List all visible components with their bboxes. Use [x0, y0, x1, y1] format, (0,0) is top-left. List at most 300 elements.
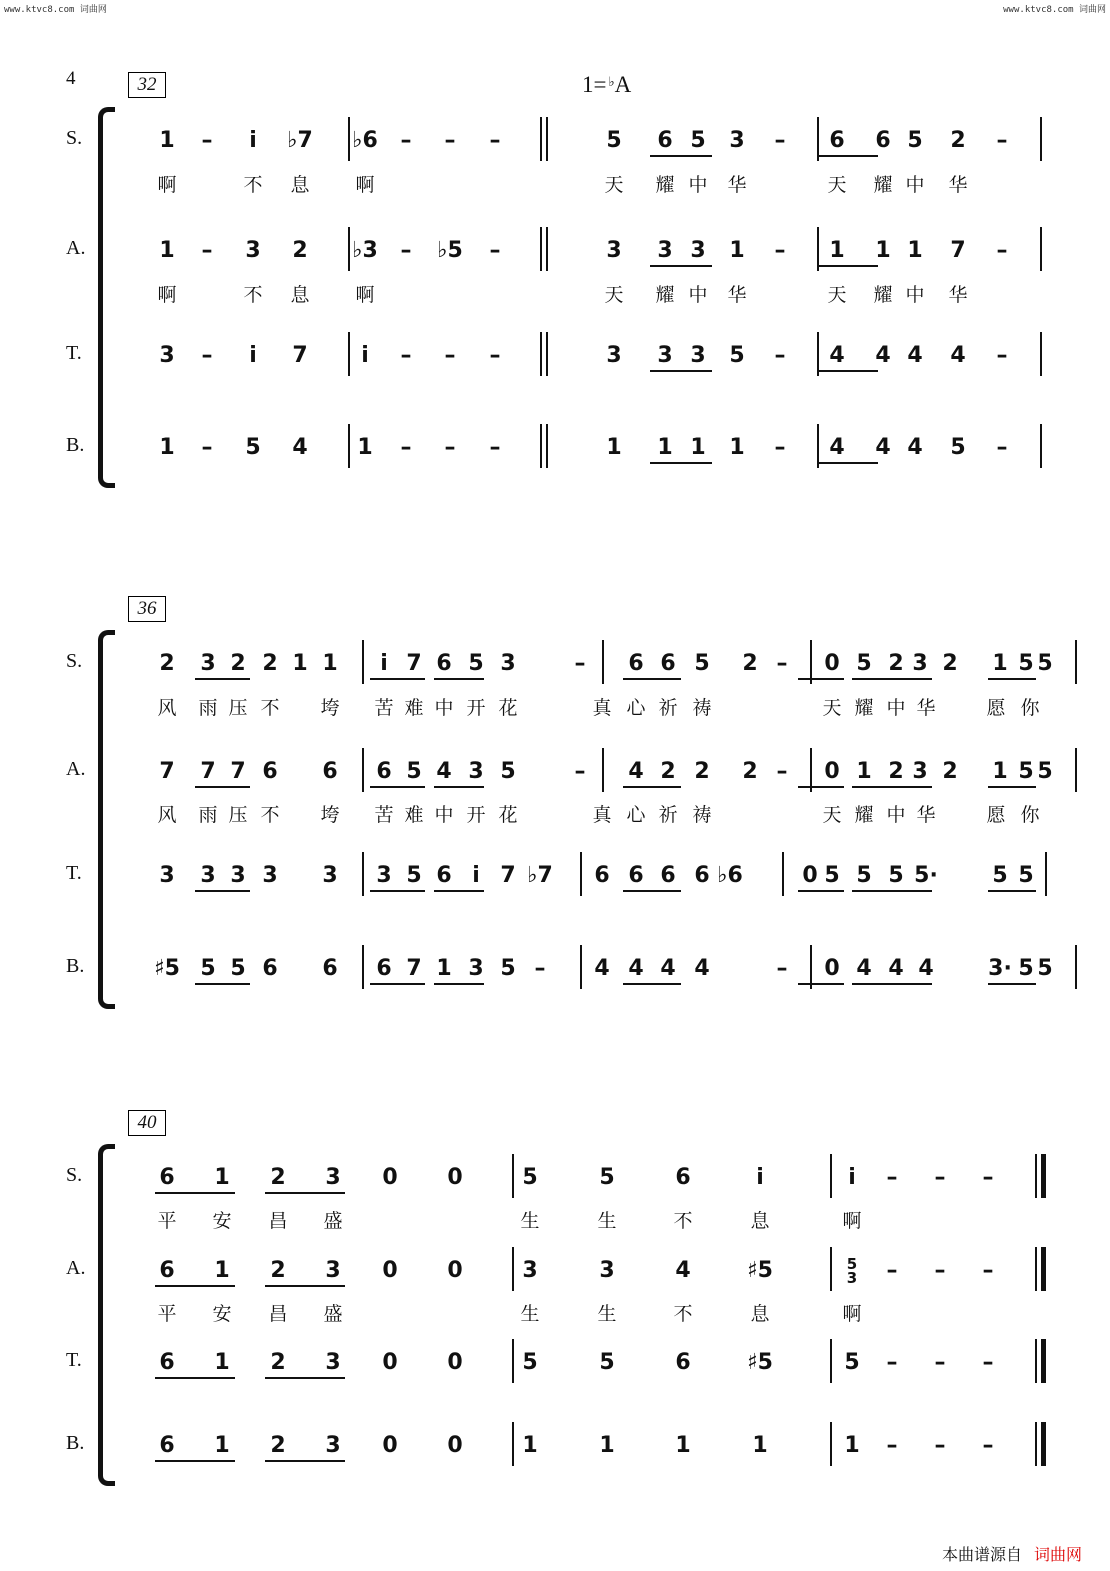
beam-underline: [623, 786, 681, 788]
note: 6: [875, 128, 891, 153]
system-brace: [98, 630, 115, 1009]
note: 3: [325, 1350, 341, 1375]
note: 3: [230, 863, 246, 888]
note: 6: [159, 1165, 175, 1190]
voice-label-b: B.: [66, 955, 85, 977]
beam-underline: [988, 678, 1036, 680]
note: 2: [270, 1433, 286, 1458]
beam-underline: [370, 983, 425, 985]
note: 5: [606, 128, 622, 153]
note: 0: [447, 1433, 463, 1458]
note: 6: [436, 863, 452, 888]
beam-underline: [623, 983, 681, 985]
note: 2: [888, 651, 904, 676]
note: 1: [214, 1433, 230, 1458]
lyric-char: 华: [916, 804, 936, 826]
note: 2: [270, 1350, 286, 1375]
double-barline: [1041, 1154, 1046, 1198]
note: ♭5: [437, 238, 463, 263]
beam-underline: [798, 890, 844, 892]
lyric-char: 华: [727, 284, 747, 306]
voice-label-s: S.: [66, 650, 83, 672]
beam-underline: [988, 890, 1036, 892]
note: 2: [888, 759, 904, 784]
voice-label-t: T.: [66, 342, 82, 364]
note: i: [380, 651, 388, 676]
lyric-char: 你: [1020, 697, 1040, 719]
double-barline: [540, 424, 542, 468]
lyric-char: 啊: [842, 1210, 862, 1232]
double-barline: [1035, 1339, 1037, 1383]
beam-underline: [852, 678, 932, 680]
barline: [782, 852, 784, 896]
beam-underline: [818, 265, 878, 267]
note: 4: [907, 435, 923, 460]
lyric-char: 不: [260, 804, 280, 826]
lyric-char: 祷: [692, 697, 712, 719]
note: 7: [230, 759, 246, 784]
note: 5: [1018, 863, 1034, 888]
note: ♯5: [747, 1350, 773, 1375]
note: –: [982, 1433, 994, 1458]
barline: [580, 945, 582, 989]
lyric-char: 祈: [658, 804, 678, 826]
note: –: [886, 1350, 898, 1375]
note: 2: [292, 238, 308, 263]
note: 5: [1037, 956, 1053, 981]
note: ♭3: [352, 238, 378, 263]
note: 4: [875, 343, 891, 368]
note: 7: [406, 651, 422, 676]
note-row-a: [150, 235, 1045, 267]
note: 4: [594, 956, 610, 981]
note: 7: [200, 759, 216, 784]
measure-number: 32: [128, 72, 166, 98]
lyric-char: 啊: [157, 284, 177, 306]
note: –: [982, 1165, 994, 1190]
note: 1: [992, 651, 1008, 676]
barline: [362, 945, 364, 989]
lyric-char: 息: [290, 174, 310, 196]
note: –: [574, 651, 586, 676]
note: 5: [856, 863, 872, 888]
note: 7: [950, 238, 966, 263]
note: –: [444, 343, 456, 368]
note: 5: [200, 956, 216, 981]
note: –: [996, 435, 1008, 460]
note: 1: [159, 128, 175, 153]
lyric-char: 雨: [198, 697, 218, 719]
lyric-char: 中: [434, 804, 454, 826]
note: 4: [829, 435, 845, 460]
lyric-char: 平: [157, 1210, 177, 1232]
note: 4: [875, 435, 891, 460]
lyric-char: 苦: [374, 804, 394, 826]
lyric-char: 生: [520, 1303, 540, 1325]
note: 5: [406, 863, 422, 888]
beam-underline: [155, 1377, 235, 1379]
lyric-char: 平: [157, 1303, 177, 1325]
system-brace: [98, 1144, 115, 1486]
note: 2: [942, 759, 958, 784]
lyric-char: 花: [498, 697, 518, 719]
lyric-char: 开: [466, 804, 486, 826]
note: 2: [742, 759, 758, 784]
note: 0: [802, 863, 818, 888]
barline: [602, 640, 604, 684]
voice-label-s: S.: [66, 127, 83, 149]
note: ♯5: [747, 1258, 773, 1283]
note: 6: [694, 863, 710, 888]
double-barline: [546, 117, 548, 161]
voice-label-a: A.: [66, 758, 86, 780]
lyric-char: 生: [597, 1210, 617, 1232]
note: –: [934, 1433, 946, 1458]
note: 6: [159, 1433, 175, 1458]
note: 0: [382, 1350, 398, 1375]
note: 3: [657, 238, 673, 263]
note: –: [201, 128, 213, 153]
note: 1: [752, 1433, 768, 1458]
lyric-char: 你: [1020, 804, 1040, 826]
note: i: [848, 1165, 856, 1190]
note: i: [249, 343, 257, 368]
note: –: [201, 435, 213, 460]
note: 6: [675, 1165, 691, 1190]
note: 2: [270, 1258, 286, 1283]
note: 5 3: [846, 1255, 858, 1287]
lyric-char: 压: [228, 697, 248, 719]
note-row-b: [150, 432, 1045, 464]
lyric-char: 昌: [268, 1303, 288, 1325]
note: –: [774, 343, 786, 368]
note: –: [996, 128, 1008, 153]
lyric-char: 愿: [986, 804, 1006, 826]
note: 1: [675, 1433, 691, 1458]
note: 5: [1037, 651, 1053, 676]
note: 6: [436, 651, 452, 676]
note: 5: [694, 651, 710, 676]
note-row-s: [150, 1162, 1045, 1194]
note: 1: [907, 238, 923, 263]
note: ♭7: [287, 128, 313, 153]
note: –: [886, 1258, 898, 1283]
note-row-t: [150, 1347, 1045, 1379]
barline: [512, 1422, 514, 1466]
note: 3·: [988, 956, 1012, 981]
double-barline: [1035, 1247, 1037, 1291]
note: 6: [376, 956, 392, 981]
barline: [1075, 748, 1077, 792]
note: 0: [824, 759, 840, 784]
lyric-char: 中: [688, 174, 708, 196]
note-row-t: [150, 340, 1045, 372]
note: 5: [907, 128, 923, 153]
note: i: [249, 128, 257, 153]
note: 3: [912, 651, 928, 676]
page-number: 4: [66, 68, 76, 89]
note: 4: [694, 956, 710, 981]
lyric-char: 心: [626, 804, 646, 826]
lyric-char: 息: [750, 1210, 770, 1232]
lyric-char: 安: [212, 1303, 232, 1325]
note: –: [934, 1258, 946, 1283]
note: 6: [159, 1350, 175, 1375]
note: 4: [888, 956, 904, 981]
lyric-char: 耀: [873, 284, 893, 306]
lyric-char: 息: [750, 1303, 770, 1325]
beam-underline: [650, 462, 712, 464]
note: 5: [992, 863, 1008, 888]
note: 0: [382, 1165, 398, 1190]
note: –: [489, 435, 501, 460]
barline: [348, 332, 350, 376]
note: 5: [1037, 759, 1053, 784]
note: 5: [888, 863, 904, 888]
barline: [1045, 852, 1047, 896]
lyric-row-s: [150, 1206, 1045, 1236]
note: –: [400, 238, 412, 263]
note: 1: [856, 759, 872, 784]
beam-underline: [818, 155, 878, 157]
beam-underline: [434, 786, 484, 788]
lyric-char: 中: [905, 284, 925, 306]
note: 6: [594, 863, 610, 888]
note: 2: [270, 1165, 286, 1190]
note: 5: [950, 435, 966, 460]
note: 0: [382, 1258, 398, 1283]
note: 3: [690, 238, 706, 263]
beam-underline: [155, 1460, 235, 1462]
lyric-char: 不: [673, 1210, 693, 1232]
barline: [362, 748, 364, 792]
lyric-row-s: [150, 693, 1045, 723]
note: –: [774, 435, 786, 460]
double-barline: [546, 424, 548, 468]
note: –: [201, 238, 213, 263]
note-row-b: [150, 953, 1053, 985]
voice-label-s: S.: [66, 1164, 83, 1186]
note: 3: [657, 343, 673, 368]
lyric-char: 难: [404, 697, 424, 719]
note: 1: [214, 1258, 230, 1283]
beam-underline: [195, 890, 250, 892]
note: 3: [159, 343, 175, 368]
lyric-char: 开: [466, 697, 486, 719]
note: –: [489, 238, 501, 263]
note: 6: [675, 1350, 691, 1375]
note: 5: [1018, 651, 1034, 676]
lyric-char: 苦: [374, 697, 394, 719]
note: 5: [468, 651, 484, 676]
note: 6: [657, 128, 673, 153]
lyric-row-s: [150, 170, 1045, 200]
note: 4: [628, 759, 644, 784]
lyric-char: 雨: [198, 804, 218, 826]
note: 1: [844, 1433, 860, 1458]
note-row-b: [150, 1430, 1045, 1462]
lyric-char: 生: [520, 1210, 540, 1232]
note: 1: [159, 238, 175, 263]
note: 7: [406, 956, 422, 981]
note: –: [982, 1258, 994, 1283]
note: –: [534, 956, 546, 981]
lyric-char: 啊: [355, 174, 375, 196]
lyric-char: 华: [916, 697, 936, 719]
note: 4: [918, 956, 934, 981]
note: –: [776, 956, 788, 981]
lyric-char: 垮: [320, 804, 340, 826]
double-barline: [540, 117, 542, 161]
note: –: [996, 238, 1008, 263]
note-row-a: [150, 756, 1053, 788]
beam-underline: [434, 983, 484, 985]
lyric-char: 耀: [854, 697, 874, 719]
note: 5: [500, 759, 516, 784]
site-url-left: www.ktvc8.com 词曲网: [4, 5, 107, 15]
note: 2: [230, 651, 246, 676]
note: 3: [606, 343, 622, 368]
note: 1: [992, 759, 1008, 784]
note: 5: [729, 343, 745, 368]
lyric-char: 花: [498, 804, 518, 826]
lyric-char: 祈: [658, 697, 678, 719]
double-barline: [546, 332, 548, 376]
note: 6: [829, 128, 845, 153]
beam-underline: [623, 890, 681, 892]
lyric-char: 息: [290, 284, 310, 306]
site-url-right: www.ktvc8.com 词曲网: [1003, 5, 1106, 15]
barline: [830, 1247, 832, 1291]
note: 5: [844, 1350, 860, 1375]
note: 3: [599, 1258, 615, 1283]
note: 6: [322, 759, 338, 784]
note: 4: [950, 343, 966, 368]
note: 6: [628, 651, 644, 676]
note: 3: [606, 238, 622, 263]
note: –: [400, 128, 412, 153]
lyric-char: 耀: [655, 174, 675, 196]
beam-underline: [852, 786, 932, 788]
double-barline: [1035, 1422, 1037, 1466]
note: 4: [829, 343, 845, 368]
note: 4: [292, 435, 308, 460]
lyric-char: 天: [604, 174, 624, 196]
note: 6: [628, 863, 644, 888]
note: 5: [690, 128, 706, 153]
beam-underline: [818, 462, 878, 464]
note: 3: [262, 863, 278, 888]
barline: [348, 117, 350, 161]
note: 1: [322, 651, 338, 676]
note: 1: [357, 435, 373, 460]
beam-underline: [195, 786, 250, 788]
note: 5: [599, 1165, 615, 1190]
beam-underline: [195, 678, 250, 680]
note: –: [934, 1165, 946, 1190]
note: 5: [245, 435, 261, 460]
barline: [1075, 945, 1077, 989]
lyric-char: 啊: [842, 1303, 862, 1325]
lyric-char: 中: [688, 284, 708, 306]
note: 1: [829, 238, 845, 263]
beam-underline: [265, 1192, 345, 1194]
note: 5: [406, 759, 422, 784]
note: –: [400, 435, 412, 460]
note: 5: [856, 651, 872, 676]
note: 6: [376, 759, 392, 784]
beam-underline: [265, 1377, 345, 1379]
note: 3: [325, 1258, 341, 1283]
lyric-char: 天: [827, 284, 847, 306]
note: 3: [522, 1258, 538, 1283]
note: 5: [522, 1350, 538, 1375]
beam-underline: [650, 265, 712, 267]
note: ♭6: [352, 128, 378, 153]
lyric-char: 不: [673, 1303, 693, 1325]
note: ♭7: [527, 863, 553, 888]
barline: [348, 424, 350, 468]
note: 5·: [914, 863, 938, 888]
note: 2: [262, 651, 278, 676]
lyric-char: 祷: [692, 804, 712, 826]
beam-underline: [623, 678, 681, 680]
lyric-char: 耀: [873, 174, 893, 196]
beam-underline: [434, 890, 484, 892]
beam-underline: [265, 1460, 345, 1462]
note: 1: [436, 956, 452, 981]
beam-underline: [265, 1285, 345, 1287]
double-barline: [1041, 1422, 1046, 1466]
beam-underline: [370, 678, 425, 680]
lyric-char: 华: [727, 174, 747, 196]
note-row-a: [150, 1255, 1045, 1287]
beam-underline: [988, 983, 1036, 985]
voice-label-b: B.: [66, 1432, 85, 1454]
note: 6: [262, 759, 278, 784]
double-barline: [1035, 1154, 1037, 1198]
note: –: [444, 128, 456, 153]
note: –: [982, 1350, 994, 1375]
measure-number: 40: [128, 1110, 166, 1136]
note: 3: [468, 956, 484, 981]
note: 3: [690, 343, 706, 368]
lyric-char: 耀: [655, 284, 675, 306]
note: 5: [500, 956, 516, 981]
barline: [1040, 227, 1042, 271]
note-row-s: [150, 125, 1045, 157]
barline: [602, 748, 604, 792]
note: 1: [690, 435, 706, 460]
note: 1: [599, 1433, 615, 1458]
note: 0: [447, 1258, 463, 1283]
note: –: [886, 1433, 898, 1458]
lyric-char: 中: [905, 174, 925, 196]
beam-underline: [195, 983, 250, 985]
note: 0: [447, 1350, 463, 1375]
note: 1: [214, 1165, 230, 1190]
voice-label-a: A.: [66, 1257, 86, 1279]
note: –: [996, 343, 1008, 368]
lyric-char: 天: [822, 697, 842, 719]
note: 2: [159, 651, 175, 676]
note: 6: [159, 1258, 175, 1283]
voice-label-t: T.: [66, 862, 82, 884]
barline: [348, 227, 350, 271]
note: 3: [729, 128, 745, 153]
note: 2: [950, 128, 966, 153]
note: i: [361, 343, 369, 368]
